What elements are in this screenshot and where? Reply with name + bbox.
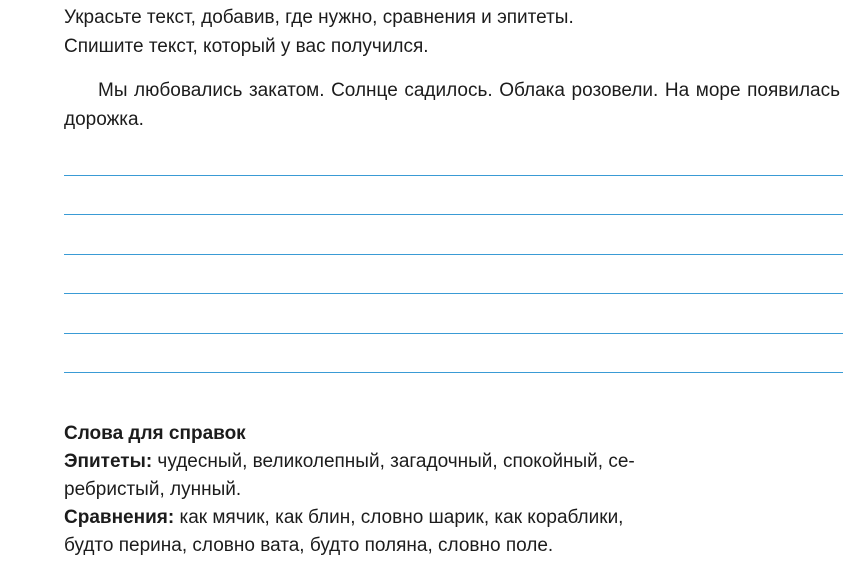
epithets-words-1: чудесный, великолепный, загадочный, спокойный, се- bbox=[152, 451, 635, 472]
writing-line-6[interactable] bbox=[64, 372, 843, 373]
comparisons-words-1: как мячик, как блин, словно шарик, как кораблики, bbox=[174, 507, 624, 528]
comparisons-words-2: будто перина, словно вата, будто поляна, словно поле. bbox=[64, 535, 554, 556]
epithets-line-1 bbox=[64, 448, 834, 476]
sample-line-2: На море появилась дорожка. bbox=[64, 80, 841, 130]
epithets-label: Эпитеты: bbox=[64, 451, 153, 472]
task-line-2: Спишите текст, который у вас получился. bbox=[64, 36, 429, 57]
sample-line-1: Мы любовались закатом. Солнце садилось. Облака розовели. bbox=[98, 80, 659, 101]
task-line-1: Украсьте текст, добавив, где нужно, сравнения и эпитеты. bbox=[64, 7, 574, 28]
reference-heading: Слова для справок bbox=[64, 423, 246, 444]
writing-line-1[interactable] bbox=[64, 175, 843, 176]
epithets-words-2: ребристый, лунный. bbox=[64, 479, 242, 500]
writing-line-3[interactable] bbox=[64, 254, 843, 255]
writing-line-4[interactable] bbox=[64, 293, 843, 294]
comparisons-line-1 bbox=[64, 504, 834, 532]
comparisons-label: Сравнения: bbox=[64, 507, 175, 528]
reference-words bbox=[64, 420, 834, 560]
writing-line-5[interactable] bbox=[64, 333, 843, 334]
sample-text bbox=[64, 76, 840, 134]
writing-line-2[interactable] bbox=[64, 214, 843, 215]
task-instructions bbox=[64, 3, 824, 61]
